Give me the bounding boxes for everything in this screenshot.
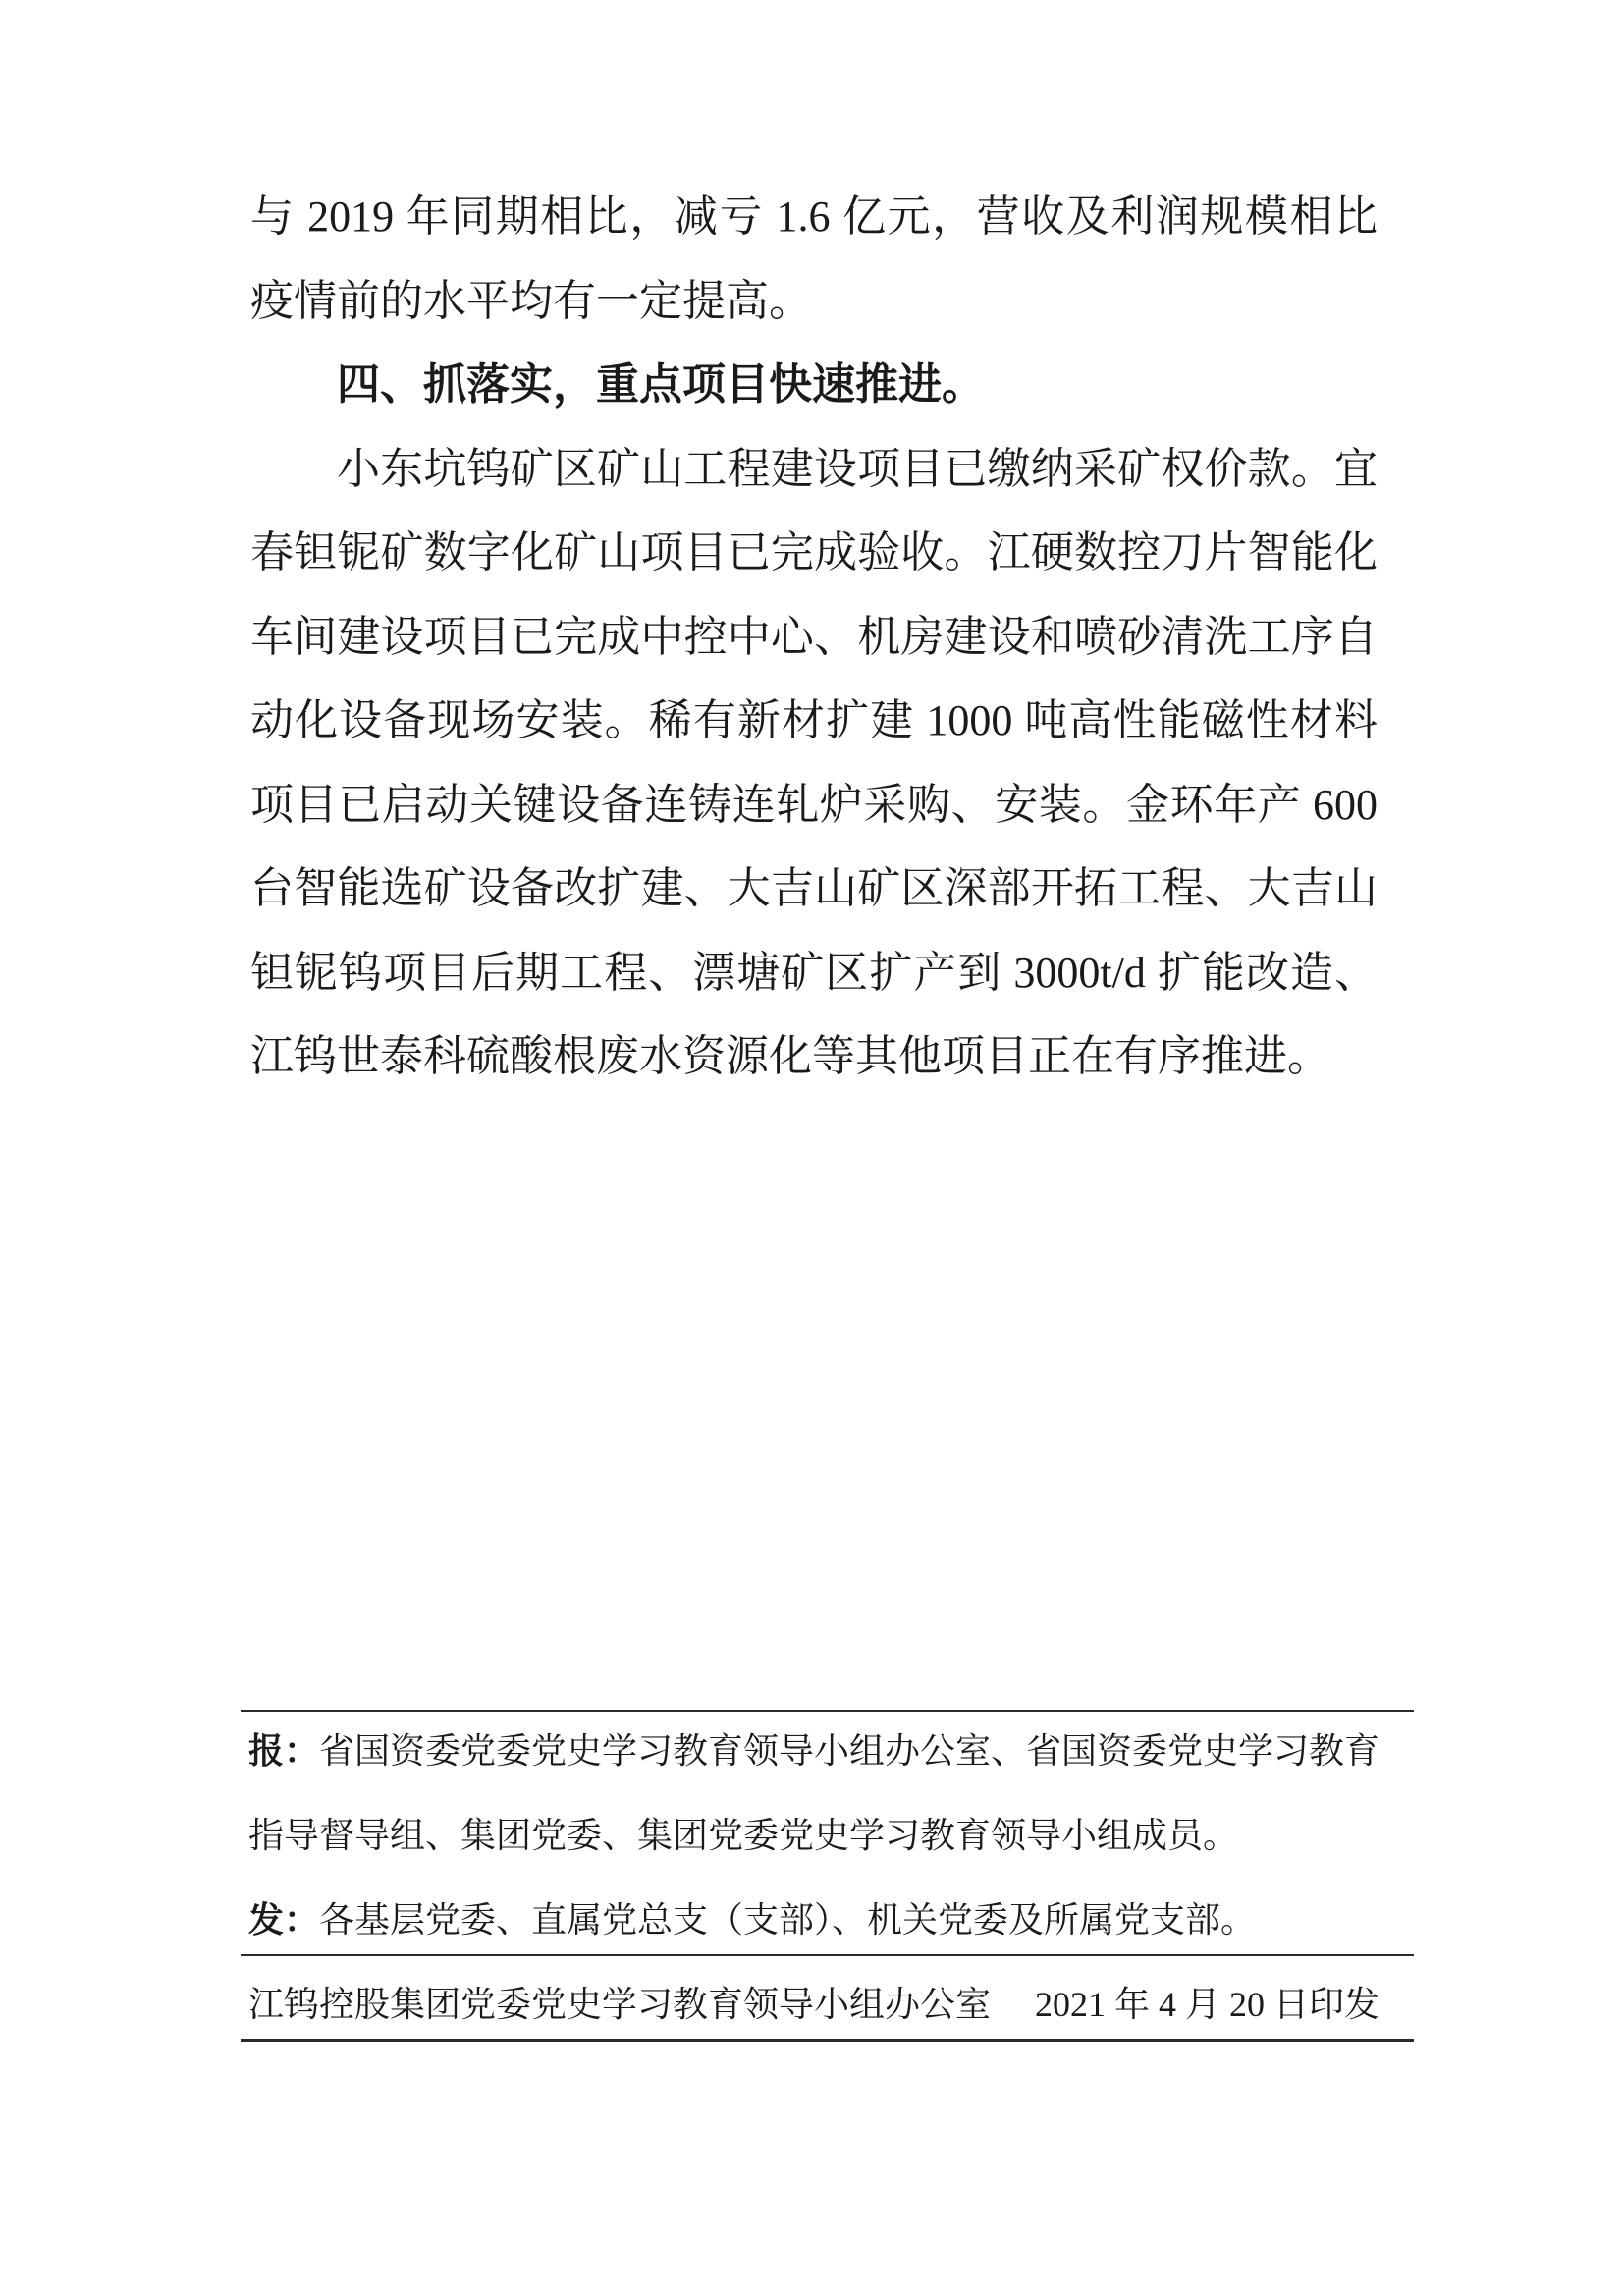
issuer-name: 江钨控股集团党委党史学习教育领导小组办公室 (248, 1985, 992, 2024)
report-text-continued: 指导督导组、集团党委、集团党委党史学习教育领导小组成员。 (248, 1816, 1239, 1855)
body-text-line: 江钨世泰科硫酸根废水资源化等其他项目正在有序推进。 (250, 1032, 1330, 1080)
body-text-line: 车间建设项目已完成中控中心、机房建设和喷砂清洗工序自 (250, 612, 1378, 661)
section-heading: 四、抓落实，重点项目快速推进。 (337, 360, 985, 409)
footer-report-line (248, 1709, 1380, 1793)
footer-divider-middle (241, 1954, 1414, 1956)
report-text: 省国资委党委党史学习教育领导小组办公室、省国资委党史学习教育 (319, 1731, 1380, 1771)
footer-report-line-continued (248, 1793, 1380, 1878)
distribute-text: 各基层党委、直属党总支（支部）、机关党委及所属党支部。 (319, 1900, 1257, 1940)
distribute-label: 发： (248, 1900, 320, 1940)
body-text-line: 台智能选矿设备改扩建、大吉山矿区深部开拓工程、大吉山 (250, 864, 1378, 912)
body-text-line: 与 2019 年同期相比，减亏 1.6 亿元，营收及利润规模相比 (250, 192, 1378, 241)
body-text-line: 小东坑钨矿区矿山工程建设项目已缴纳采矿权价款。宜 (337, 444, 1378, 493)
body-text-line: 动化设备现场安装。稀有新材扩建 1000 吨高性能磁性材料 (250, 696, 1378, 744)
body-text-line: 项目已启动关键设备连铸连轧炉采购、安装。金环年产 600 (250, 780, 1378, 829)
footer-issue-line (248, 1962, 1380, 2047)
footer-distribution (248, 1709, 1380, 1962)
footer-divider-bottom (241, 2039, 1414, 2042)
body-text-line: 疫情前的水平均有一定提高。 (250, 276, 812, 325)
body-text (250, 175, 1378, 1099)
footer-distribute-line (248, 1878, 1380, 1962)
print-date: 2021 年 4 月 20 日印发 (1034, 1985, 1380, 2024)
body-text-line: 钽铌钨项目后期工程、漂塘矿区扩产到 3000t/d 扩能改造、 (250, 948, 1378, 997)
body-text-line: 春钽铌矿数字化矿山项目已完成验收。江硬数控刀片智能化 (250, 528, 1378, 576)
report-label: 报： (248, 1731, 320, 1771)
